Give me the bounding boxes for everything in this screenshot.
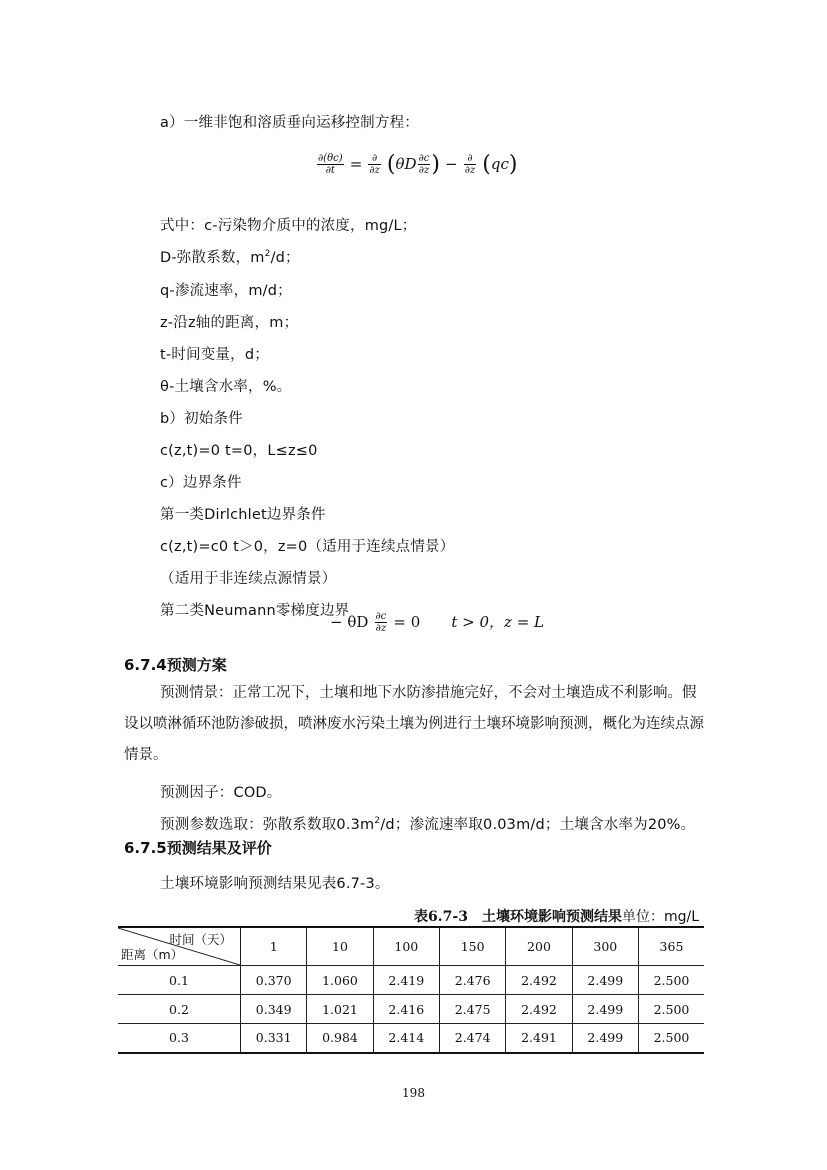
prediction-results-table: [118, 926, 704, 1054]
parameter-selection: 预测参数选取：弥散系数取$0.3m^2/d$；渗流速率取0.03m/d；土壤含水率为20%。: [160, 816, 696, 833]
definition-d: D-弥散系数，$m^2/d$；: [160, 249, 300, 266]
depth-cell: 0.3: [118, 1024, 241, 1053]
value-cell: 2.414: [373, 1024, 439, 1053]
time-header: 10: [307, 927, 373, 966]
section-heading-6-7-5: 6.7.5预测结果及评价: [124, 839, 272, 857]
neumann-label: 第二类Neumann零梯度边界: [160, 603, 350, 619]
time-header: 300: [572, 927, 638, 966]
value-cell: 2.476: [439, 966, 505, 995]
time-header: 1: [241, 927, 307, 966]
value-cell: 2.492: [506, 995, 572, 1024]
value-cell: 1.021: [307, 995, 373, 1024]
definition-q: q-渗流速率，m/d；: [160, 283, 292, 299]
non-continuous-note: （适用于非连续点源情景）: [160, 571, 337, 587]
value-cell: 0.331: [241, 1024, 307, 1053]
boundary-conditions-label: c）边界条件: [160, 475, 242, 491]
time-header: 200: [506, 927, 572, 966]
table-row: [118, 966, 704, 995]
value-cell: 2.499: [572, 995, 638, 1024]
section-heading-6-7-4: 6.7.4预测方案: [124, 656, 227, 674]
page-number: 198: [402, 1086, 425, 1100]
value-cell: 0.349: [241, 995, 307, 1024]
value-cell: 1.060: [307, 966, 373, 995]
value-cell: 2.500: [638, 966, 704, 995]
value-cell: 2.416: [373, 995, 439, 1024]
definition-theta: θ-土壤含水率，%。: [160, 379, 292, 395]
prediction-factor: 预测因子：COD。: [160, 785, 282, 801]
initial-condition: c(z,t)=0 t=0，L≤z≤0: [160, 443, 318, 459]
value-cell: 2.500: [638, 1024, 704, 1053]
table-corner-cell: 时间（天） 距离（m）: [118, 927, 241, 966]
table-row: [118, 995, 704, 1024]
time-header: 100: [373, 927, 439, 966]
governing-equation: $\frac{\partial(\theta c)}{\partial t}$ = $\frac{\partial}{\partial z}$ (θD $\frac{\partial c}{\partial z}$ ) − $\frac{\partial}{\partial z}$ (qc): [318, 152, 518, 177]
value-cell: 2.491: [506, 1024, 572, 1053]
value-cell: 2.474: [439, 1024, 505, 1053]
prediction-scenario-paragraph: 预测情景：正常工况下，土壤和地下水防渗措施完好，不会对土壤造成不利影响。假设以喷淋循环池防渗破损，喷淋废水污染土壤为例进行土壤环境影响预测，概化为连续点源情景。: [124, 685, 704, 763]
table-caption: 表6.7-3 土壤环境影响预测结果单位：mg/L: [414, 909, 699, 925]
value-cell: 2.499: [572, 1024, 638, 1053]
results-intro: 土壤环境影响预测结果见表6.7-3。: [160, 876, 390, 892]
value-cell: 2.492: [506, 966, 572, 995]
table-row: [118, 1024, 704, 1053]
value-cell: 2.500: [638, 995, 704, 1024]
dirichlet-label: 第一类Dirlchlet边界条件: [160, 507, 326, 523]
definition-z: z-沿z轴的距离，m；: [160, 315, 299, 331]
value-cell: 2.499: [572, 966, 638, 995]
definition-t: t-时间变量，d；: [160, 347, 269, 363]
dirichlet-condition: c(z,t)=c0 t＞0，z=0（适用于连续点情景）: [160, 539, 455, 555]
value-cell: 2.419: [373, 966, 439, 995]
initial-conditions-label: b）初始条件: [160, 411, 243, 427]
depth-cell: 0.1: [118, 966, 241, 995]
neumann-equation: − θD $\frac{\partial c}{\partial z}$ = 0 t > 0，z = L: [330, 611, 545, 634]
time-header: 150: [439, 927, 505, 966]
table-header-row: [118, 927, 704, 966]
equation-intro: a）一维非饱和溶质垂向运移控制方程：: [160, 115, 419, 131]
time-header: 365: [638, 927, 704, 966]
value-cell: 0.370: [241, 966, 307, 995]
value-cell: 0.984: [307, 1024, 373, 1053]
definition-c: 式中：c-污染物介质中的浓度，mg/L；: [160, 218, 417, 234]
value-cell: 2.475: [439, 995, 505, 1024]
depth-cell: 0.2: [118, 995, 241, 1024]
